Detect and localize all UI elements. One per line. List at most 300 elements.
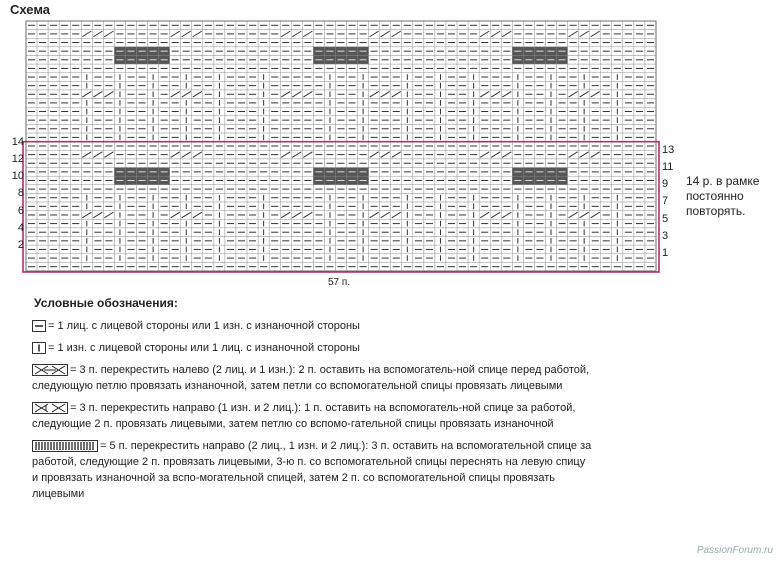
chart-cell-knit [81, 55, 92, 64]
chart-cell-knit [623, 159, 634, 168]
chart-cell-knit [214, 185, 225, 194]
chart-cell-knit [125, 38, 136, 47]
chart-cell-knit [269, 124, 280, 133]
chart-cell-knit [125, 185, 136, 194]
chart-cell-knit [26, 193, 37, 202]
chart-cell-knit [601, 47, 612, 56]
chart-cell-knit [634, 47, 645, 56]
chart-cell-knit [313, 262, 324, 271]
chart-cell-knit [446, 262, 457, 271]
chart-cell-knit [623, 38, 634, 47]
chart-cell-knit [59, 30, 70, 39]
chart-cell-knit [192, 193, 203, 202]
chart-cell-knit [280, 55, 291, 64]
chart-cell-knit [125, 245, 136, 254]
chart-cell-knit [258, 142, 269, 151]
chart-cell-knit [302, 47, 313, 56]
chart-cell-knit [435, 159, 446, 168]
chart-cell-purl [181, 133, 192, 142]
chart-cell-knit [557, 81, 568, 90]
chart-cell-knit [225, 237, 236, 246]
chart-cell-knit [258, 168, 269, 177]
chart-cell-knit [347, 254, 358, 263]
chart-cell-knit [302, 254, 313, 263]
chart-cell-knit [269, 30, 280, 39]
chart-cell-cable [358, 55, 369, 64]
row-number-right: 11 [662, 160, 674, 173]
chart-cell-knit [236, 124, 247, 133]
chart-cell-knit [380, 107, 391, 116]
chart-cell-knit [291, 107, 302, 116]
chart-cell-knit [269, 99, 280, 108]
chart-cell-cross [479, 150, 490, 159]
chart-cell-knit [501, 55, 512, 64]
chart-cell-knit [269, 228, 280, 237]
chart-cell-knit [612, 21, 623, 30]
chart-cell-purl [324, 107, 335, 116]
chart-cell-knit [225, 38, 236, 47]
chart-cell-knit [125, 90, 136, 99]
chart-cell-knit [645, 21, 656, 30]
chart-cell-knit [479, 193, 490, 202]
chart-cell-knit [490, 64, 501, 73]
chart-cell-knit [225, 81, 236, 90]
chart-cell-knit [612, 176, 623, 185]
chart-cell-purl [579, 81, 590, 90]
chart-cell-knit [523, 21, 534, 30]
chart-cell-knit [37, 90, 48, 99]
chart-cell-cable [137, 55, 148, 64]
chart-cell-knit [446, 73, 457, 82]
chart-cell-knit [501, 202, 512, 211]
chart-cell-knit [391, 21, 402, 30]
chart-cell-knit [446, 47, 457, 56]
row-number-right: 5 [662, 212, 669, 225]
chart-cell-knit [92, 21, 103, 30]
chart-cell-knit [557, 107, 568, 116]
chart-cell-knit [37, 193, 48, 202]
chart-cell-knit [579, 176, 590, 185]
chart-cell-knit [280, 237, 291, 246]
chart-cell-knit [568, 185, 579, 194]
chart-cell-knit [170, 73, 181, 82]
chart-cell-knit [26, 30, 37, 39]
chart-cell-knit [523, 202, 534, 211]
chart-cell-knit [369, 254, 380, 263]
chart-cell-knit [645, 237, 656, 246]
chart-cell-knit [479, 99, 490, 108]
chart-cell-knit [380, 47, 391, 56]
chart-cell-knit [170, 202, 181, 211]
chart-cell-knit [103, 237, 114, 246]
chart-cell-knit [159, 237, 170, 246]
chart-cell-knit [59, 99, 70, 108]
chart-cell-knit [236, 116, 247, 125]
chart-cell-cross [181, 150, 192, 159]
chart-cell-cross [291, 30, 302, 39]
cross-left-symbol-icon [32, 364, 68, 376]
chart-cell-knit [601, 228, 612, 237]
chart-cell-knit [579, 64, 590, 73]
chart-cell-purl [468, 116, 479, 125]
chart-cell-knit [335, 64, 346, 73]
chart-cell-knit [557, 150, 568, 159]
chart-cell-cross [103, 150, 114, 159]
chart-cell-knit [170, 262, 181, 271]
chart-cell-knit [203, 142, 214, 151]
chart-cell-cross [192, 150, 203, 159]
chart-cell-purl [148, 133, 159, 142]
chart-cell-purl [148, 202, 159, 211]
chart-cell-knit [313, 81, 324, 90]
chart-cell-knit [103, 107, 114, 116]
chart-cell-knit [479, 168, 490, 177]
chart-cell-knit [302, 116, 313, 125]
chart-cell-knit [59, 168, 70, 177]
chart-cell-cable [534, 55, 545, 64]
chart-cell-knit [92, 202, 103, 211]
chart-cell-knit [37, 30, 48, 39]
chart-cell-cable [335, 47, 346, 56]
chart-cell-knit [545, 185, 556, 194]
chart-cell-knit [523, 211, 534, 220]
chart-cell-knit [269, 133, 280, 142]
chart-cell-knit [280, 176, 291, 185]
chart-cell-knit [92, 262, 103, 271]
chart-cell-knit [645, 185, 656, 194]
chart-cell-knit [26, 38, 37, 47]
chart-cell-knit [214, 64, 225, 73]
chart-cell-knit [457, 124, 468, 133]
chart-cell-knit [369, 159, 380, 168]
chart-cell-knit [335, 81, 346, 90]
chart-cell-knit [225, 107, 236, 116]
chart-cell-knit [159, 254, 170, 263]
chart-cell-knit [37, 107, 48, 116]
chart-cell-knit [523, 133, 534, 142]
chart-cell-knit [413, 211, 424, 220]
chart-cell-purl [512, 124, 523, 133]
chart-cell-knit [468, 150, 479, 159]
chart-cell-purl [435, 211, 446, 220]
chart-cell-knit [590, 124, 601, 133]
chart-cell-purl [612, 211, 623, 220]
chart-cell-knit [512, 150, 523, 159]
chart-cell-cross [103, 30, 114, 39]
chart-cell-cable [335, 176, 346, 185]
chart-cell-knit [534, 142, 545, 151]
chart-cell-knit [568, 159, 579, 168]
chart-cell-purl [512, 99, 523, 108]
chart-cell-knit [557, 185, 568, 194]
chart-cell-knit [380, 159, 391, 168]
chart-cell-knit [490, 99, 501, 108]
chart-cell-knit [501, 116, 512, 125]
chart-cell-knit [557, 38, 568, 47]
chart-cell-knit [435, 185, 446, 194]
chart-cell-knit [413, 228, 424, 237]
chart-cell-knit [601, 193, 612, 202]
chart-cell-knit [103, 99, 114, 108]
chart-cell-knit [291, 73, 302, 82]
chart-cell-purl [358, 219, 369, 228]
chart-cell-knit [534, 81, 545, 90]
chart-cell-knit [534, 64, 545, 73]
chart-cell-knit [380, 262, 391, 271]
chart-cell-knit [203, 237, 214, 246]
chart-cell-knit [225, 99, 236, 108]
chart-cell-purl [181, 237, 192, 246]
chart-cell-purl [612, 245, 623, 254]
chart-cell-knit [457, 168, 468, 177]
chart-cell-knit [645, 116, 656, 125]
chart-cell-knit [302, 228, 313, 237]
chart-cell-cross [192, 30, 203, 39]
chart-cell-knit [490, 133, 501, 142]
chart-cell-knit [269, 55, 280, 64]
chart-cell-knit [70, 245, 81, 254]
chart-cell-knit [26, 168, 37, 177]
chart-cell-knit [159, 202, 170, 211]
chart-cell-knit [391, 176, 402, 185]
chart-cell-knit [369, 185, 380, 194]
chart-cell-cross [501, 90, 512, 99]
chart-cell-knit [313, 202, 324, 211]
chart-cell-purl [468, 237, 479, 246]
chart-cell-knit [203, 90, 214, 99]
chart-cell-knit [225, 168, 236, 177]
chart-cell-knit [501, 254, 512, 263]
chart-cell-knit [324, 30, 335, 39]
chart-cell-knit [457, 211, 468, 220]
chart-cell-cable [534, 47, 545, 56]
chart-cell-knit [247, 124, 258, 133]
chart-cell-knit [247, 47, 258, 56]
chart-cell-knit [114, 64, 125, 73]
chart-cell-cross [369, 30, 380, 39]
chart-cell-knit [324, 38, 335, 47]
chart-cell-purl [324, 124, 335, 133]
chart-cell-purl [468, 107, 479, 116]
chart-cell-knit [424, 254, 435, 263]
chart-cell-purl [579, 116, 590, 125]
chart-cell-knit [347, 133, 358, 142]
chart-cell-knit [413, 176, 424, 185]
chart-cell-knit [490, 245, 501, 254]
chart-cell-knit [103, 38, 114, 47]
chart-cell-knit [247, 55, 258, 64]
chart-cell-knit [170, 142, 181, 151]
chart-cell-purl [512, 237, 523, 246]
chart-cell-knit [269, 81, 280, 90]
chart-cell-knit [347, 99, 358, 108]
chart-cell-knit [280, 168, 291, 177]
chart-cell-cable [335, 168, 346, 177]
chart-cell-knit [424, 176, 435, 185]
chart-cell-purl [324, 228, 335, 237]
chart-cell-knit [634, 159, 645, 168]
chart-cell-knit [302, 142, 313, 151]
chart-cell-knit [92, 254, 103, 263]
chart-cell-knit [490, 21, 501, 30]
chart-cell-knit [159, 38, 170, 47]
chart-cell-knit [623, 254, 634, 263]
chart-cell-knit [534, 30, 545, 39]
chart-cell-knit [247, 38, 258, 47]
chart-cell-knit [435, 262, 446, 271]
chart-cell-knit [523, 237, 534, 246]
chart-cell-knit [623, 168, 634, 177]
chart-cell-knit [490, 47, 501, 56]
chart-cell-knit [424, 142, 435, 151]
chart-cell-knit [70, 124, 81, 133]
chart-cell-purl [402, 116, 413, 125]
chart-cell-knit [380, 254, 391, 263]
chart-cell-knit [612, 38, 623, 47]
chart-cell-knit [557, 99, 568, 108]
chart-cell-knit [103, 262, 114, 271]
chart-cell-knit [601, 254, 612, 263]
chart-cell-knit [92, 228, 103, 237]
chart-cell-cable [313, 55, 324, 64]
chart-cell-knit [457, 55, 468, 64]
chart-cell-knit [26, 133, 37, 142]
chart-cell-knit [92, 133, 103, 142]
chart-cell-knit [203, 64, 214, 73]
chart-cell-knit [523, 107, 534, 116]
chart-cell-cross [579, 150, 590, 159]
chart-cell-knit [391, 254, 402, 263]
chart-cell-knit [645, 228, 656, 237]
chart-cell-purl [81, 254, 92, 263]
chart-cell-cross [302, 150, 313, 159]
chart-cell-knit [48, 99, 59, 108]
chart-cell-knit [335, 21, 346, 30]
chart-cell-knit [634, 90, 645, 99]
chart-cell-purl [114, 73, 125, 82]
chart-cell-knit [446, 30, 457, 39]
chart-cell-knit [203, 202, 214, 211]
chart-cell-purl [358, 237, 369, 246]
chart-cell-knit [137, 219, 148, 228]
chart-cell-knit [413, 90, 424, 99]
chart-cell-knit [623, 262, 634, 271]
chart-cell-knit [302, 262, 313, 271]
chart-cell-cross [369, 211, 380, 220]
chart-cell-knit [103, 21, 114, 30]
chart-cell-knit [291, 237, 302, 246]
chart-cell-knit [302, 73, 313, 82]
chart-cell-knit [490, 176, 501, 185]
chart-cell-knit [601, 38, 612, 47]
chart-cell-knit [590, 176, 601, 185]
chart-cell-knit [103, 254, 114, 263]
chart-cell-knit [48, 81, 59, 90]
chart-cell-knit [103, 168, 114, 177]
chart-cell-purl [512, 228, 523, 237]
chart-cell-knit [225, 124, 236, 133]
chart-cell-cable [159, 55, 170, 64]
chart-cell-purl [258, 237, 269, 246]
chart-cell-knit [170, 107, 181, 116]
chart-cell-knit [523, 159, 534, 168]
chart-cell-purl [612, 73, 623, 82]
chart-cell-cross [92, 90, 103, 99]
chart-cell-cable [534, 168, 545, 177]
chart-cell-knit [634, 55, 645, 64]
chart-cell-knit [280, 219, 291, 228]
chart-cell-knit [236, 142, 247, 151]
chart-cell-knit [192, 133, 203, 142]
chart-cell-knit [457, 116, 468, 125]
chart-cell-knit [26, 124, 37, 133]
chart-cell-knit [247, 262, 258, 271]
chart-cell-knit [181, 55, 192, 64]
chart-cell-knit [59, 142, 70, 151]
chart-cell-knit [59, 90, 70, 99]
chart-cell-knit [645, 245, 656, 254]
chart-cell-knit [269, 90, 280, 99]
chart-cell-knit [557, 90, 568, 99]
chart-cell-knit [269, 168, 280, 177]
chart-cell-knit [280, 262, 291, 271]
chart-cell-knit [391, 219, 402, 228]
chart-cell-knit [369, 193, 380, 202]
chart-cell-purl [258, 133, 269, 142]
chart-cell-purl [579, 237, 590, 246]
chart-cell-knit [37, 142, 48, 151]
chart-cell-cable [545, 176, 556, 185]
chart-cell-knit [457, 176, 468, 185]
chart-cell-cross [291, 150, 302, 159]
chart-cell-purl [545, 73, 556, 82]
chart-cell-knit [48, 245, 59, 254]
chart-cell-knit [159, 90, 170, 99]
chart-cell-knit [601, 73, 612, 82]
chart-cell-knit [468, 30, 479, 39]
chart-cell-knit [70, 142, 81, 151]
row-number-right: 9 [662, 178, 669, 191]
chart-cell-knit [37, 55, 48, 64]
chart-cell-cross [181, 90, 192, 99]
chart-cell-knit [568, 81, 579, 90]
chart-cell-knit [335, 142, 346, 151]
chart-cell-knit [103, 142, 114, 151]
chart-cell-knit [37, 116, 48, 125]
chart-cell-cross [170, 30, 181, 39]
chart-cell-knit [203, 21, 214, 30]
chart-cell-purl [214, 237, 225, 246]
chart-cell-cable [125, 176, 136, 185]
chart-cell-knit [125, 133, 136, 142]
chart-cell-knit [302, 124, 313, 133]
chart-cell-knit [634, 133, 645, 142]
chart-cell-knit [335, 124, 346, 133]
chart-cell-knit [501, 21, 512, 30]
chart-cell-knit [225, 159, 236, 168]
chart-cell-knit [380, 202, 391, 211]
chart-cell-cross [291, 90, 302, 99]
chart-cell-knit [214, 142, 225, 151]
chart-cell-knit [568, 64, 579, 73]
chart-cell-knit [380, 124, 391, 133]
chart-cell-purl [579, 73, 590, 82]
chart-cell-knit [424, 193, 435, 202]
chart-cell-knit [545, 30, 556, 39]
chart-cell-knit [137, 133, 148, 142]
chart-cell-knit [159, 64, 170, 73]
chart-cell-purl [81, 124, 92, 133]
